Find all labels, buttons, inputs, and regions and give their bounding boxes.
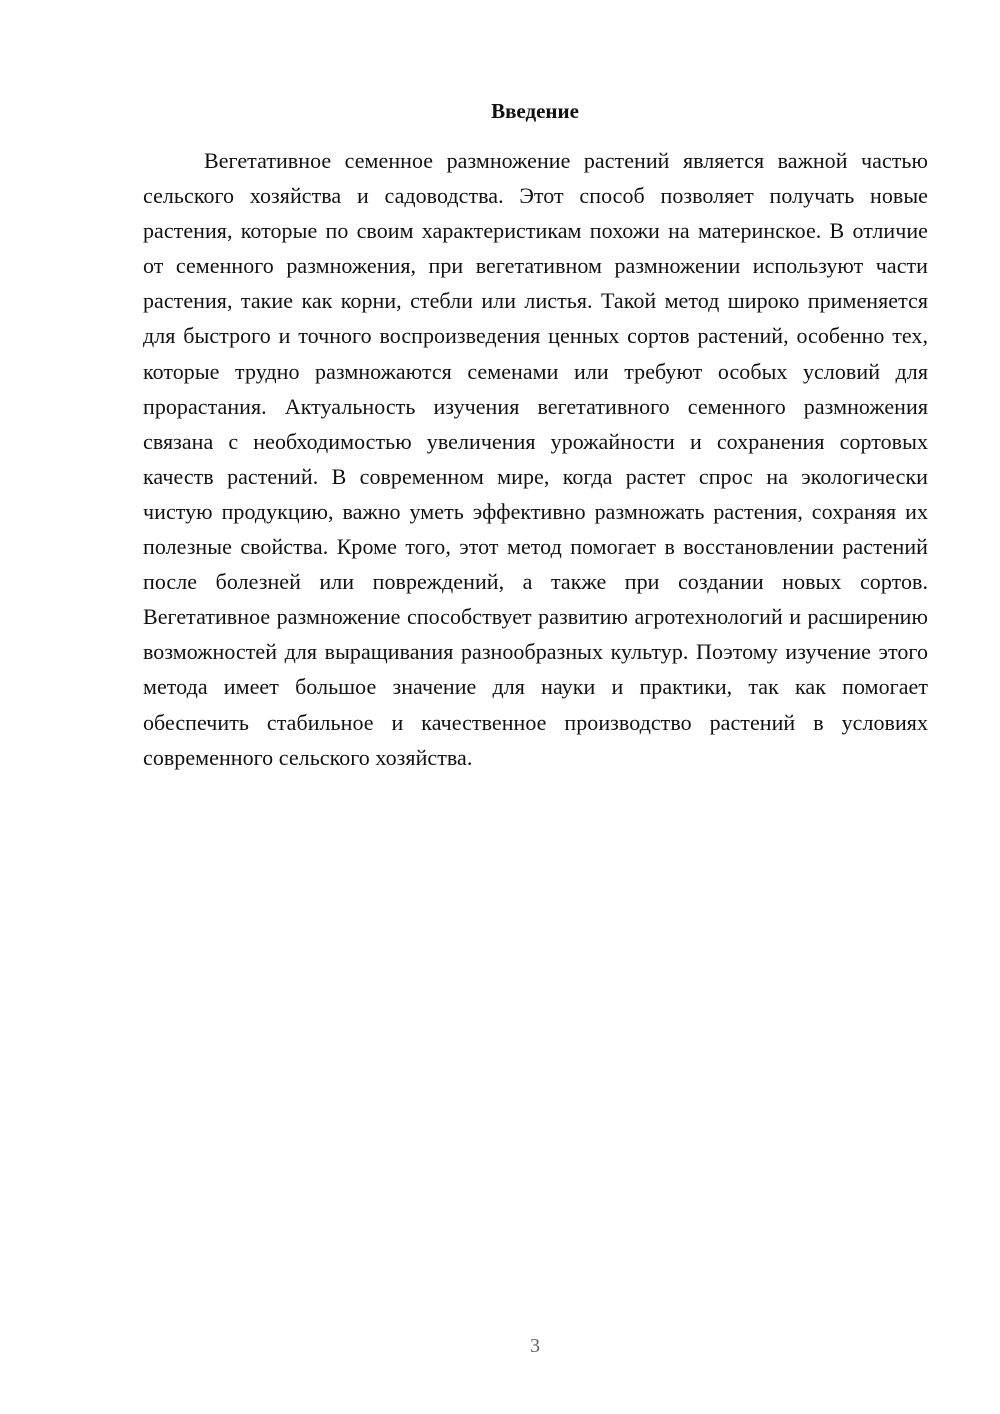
section-heading: Введение <box>491 99 579 123</box>
page-number: 3 <box>530 1335 540 1357</box>
body-paragraph: Вегетативное семенное размножение растений является важной частью сельского хозяйства и садоводства. Этот способ позволяет получать новые растения, которые по своим характеристикам похожи на материнское. В отличие от семенного размножения, при вегетативном размножении используют части растения, такие как корни, стебли или листья. Такой метод широко применяется для быстрого и точного воспроизведения ценных сортов растений, особенно тех, которые трудно размножаются семенами или требуют особых условий для прорастания. Актуальность изучения вегетативного семенного размножения связана с необходимостью увеличения урожайности и сохранения сортовых качеств растений. В современном мире, когда растет спрос на экологически чистую продукцию, важно уметь эффективно размножать растения, сохраняя их полезные свойства. Кроме того, этот метод помогает в восстановлении растений после болезней или повреждений, а также при создании новых сортов. Вегетативное размножение способствует развитию агротехнологий и расширению возможностей для выращивания разнообразных культур. Поэтому изучение этого метода имеет большое значение для науки и практики, так как помогает обеспечить стабильное и качественное производство растений в условиях современного сельского хозяйства. <box>143 148 928 770</box>
